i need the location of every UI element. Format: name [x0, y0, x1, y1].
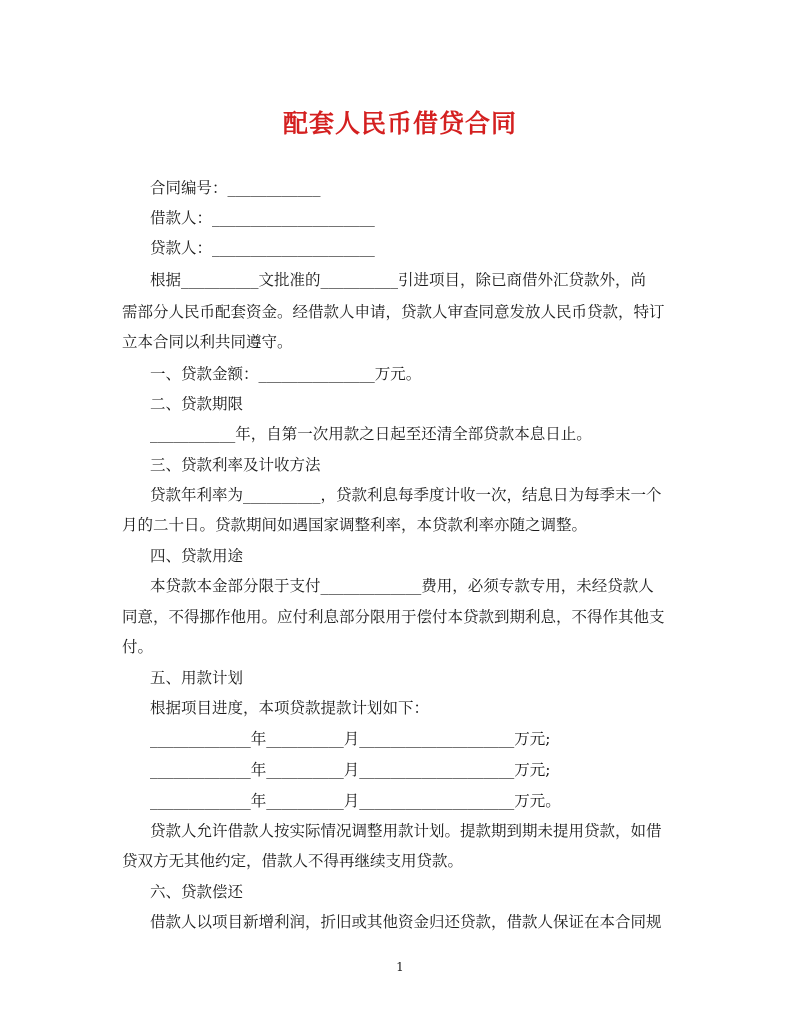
plan-row-1: _____________年__________月____________________万元; — [150, 730, 551, 748]
document-title: 配套人民币借贷合同 — [282, 109, 517, 138]
section-3-heading: 三、贷款利率及计收方法 — [150, 456, 321, 474]
section-4-body-2: 同意，不得挪作他用。应付利息部分限用于偿付本贷款到期利息，不得作其他支 — [122, 608, 665, 626]
page-number: 1 — [396, 960, 404, 974]
section-5-heading: 五、用款计划 — [150, 669, 244, 687]
section-5-note-1: 贷款人允许借款人按实际情况调整用款计划。提款期到期未提用贷款，如借 — [150, 822, 662, 840]
section-3-body-2: 月的二十日。贷款期间如遇国家调整利率，本贷款利率亦随之调整。 — [122, 516, 588, 534]
section-4-heading: 四、贷款用途 — [150, 547, 244, 565]
contract-number-line: 合同编号：____________ — [150, 179, 321, 197]
section-5-intro: 根据项目进度，本项贷款提款计划如下： — [150, 699, 430, 717]
section-2-body: ___________年，自第一次用款之日起至还清全部贷款本息日止。 — [150, 425, 592, 443]
section-6-heading: 六、贷款偿还 — [150, 883, 244, 901]
section-1-amount: 一、贷款金额：_______________万元。 — [150, 365, 422, 383]
borrower-line: 借款人：_____________________ — [150, 209, 375, 227]
section-4-body-1: 本贷款本金部分限于支付_____________费用，必须专款专用，未经贷款人 — [150, 577, 654, 595]
section-6-body-1: 借款人以项目新增利润，折旧或其他资金归还贷款，借款人保证在本合同规 — [150, 913, 662, 931]
preamble-line-3: 立本合同以利共同遵守。 — [122, 333, 293, 351]
section-4-body-3: 付。 — [122, 638, 154, 656]
section-2-heading: 二、贷款期限 — [150, 395, 244, 413]
plan-row-3: _____________年__________月____________________万元。 — [150, 792, 561, 810]
section-5-note-2: 贷双方无其他约定，借款人不得再继续支用贷款。 — [122, 852, 464, 870]
lender-line: 贷款人：_____________________ — [150, 239, 375, 257]
preamble-line-2: 需部分人民币配套资金。经借款人申请，贷款人审查同意发放人民币贷款，特订 — [122, 303, 665, 321]
preamble-line-1: 根据__________文批准的__________引进项目，除已商借外汇贷款外，尚 — [150, 271, 647, 289]
section-3-body-1: 贷款年利率为__________，贷款利息每季度计收一次，结息日为每季末一个 — [150, 486, 662, 504]
plan-row-2: _____________年__________月____________________万元; — [150, 761, 551, 779]
